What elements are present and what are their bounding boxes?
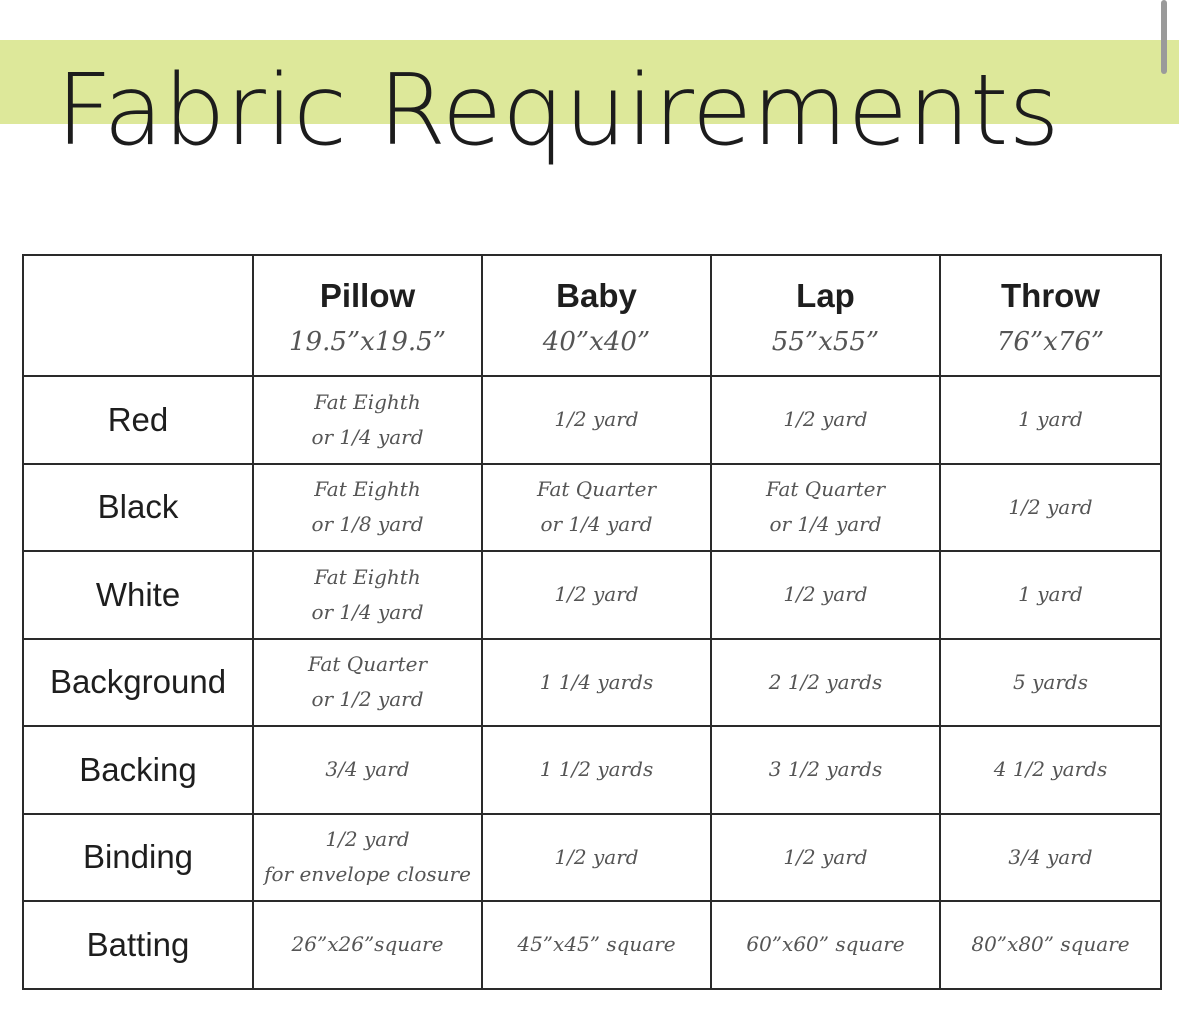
column-size: 40”x40”: [542, 326, 651, 357]
cell-line: or 1/4 yard: [769, 512, 882, 537]
table-cell: [711, 551, 940, 639]
table-cell: [482, 901, 711, 989]
cell-line: 1 1/4 yards: [539, 669, 654, 694]
table-body: [23, 376, 1161, 989]
row-label: Binding: [23, 814, 253, 902]
table-row: [23, 551, 1161, 639]
table-row: [23, 376, 1161, 464]
cell-line: 1/2 yard: [325, 827, 410, 852]
table-cell: [711, 901, 940, 989]
table-cell: [253, 726, 482, 814]
table-row: [23, 639, 1161, 727]
table-cell: [940, 901, 1161, 989]
cell-line: 1/2 yard: [783, 582, 868, 607]
cell-line: 45”x45” square: [517, 932, 676, 957]
table-cell: [482, 551, 711, 639]
column-size: 76”x76”: [996, 326, 1105, 357]
table-row: [23, 901, 1161, 989]
table-cell: [482, 639, 711, 727]
header-empty-cell: [23, 255, 253, 376]
cell-line: Fat Eighth: [314, 564, 421, 589]
table-cell: [711, 726, 940, 814]
column-name: Lap: [796, 276, 855, 314]
cell-line: 4 1/2 yards: [993, 757, 1108, 782]
table-cell: [940, 814, 1161, 902]
column-header-baby: [482, 255, 711, 376]
column-name: Baby: [556, 276, 637, 314]
table-cell: [711, 639, 940, 727]
table-cell: [253, 551, 482, 639]
column-size: 55”x55”: [771, 326, 880, 357]
cell-line: 1/2 yard: [783, 844, 868, 869]
fabric-requirements-table: [22, 254, 1162, 990]
cell-line: or 1/2 yard: [311, 687, 424, 712]
column-size: 19.5”x19.5”: [288, 326, 447, 357]
cell-line: or 1/4 yard: [311, 424, 424, 449]
row-label: Backing: [23, 726, 253, 814]
table-cell: [482, 726, 711, 814]
cell-line: 1/2 yard: [554, 844, 639, 869]
table-cell: [940, 551, 1161, 639]
column-name: Pillow: [319, 276, 416, 314]
table-row: [23, 464, 1161, 552]
cell-line: 1 yard: [1018, 582, 1083, 607]
row-label: Black: [23, 464, 253, 552]
cell-line: or 1/4 yard: [540, 512, 653, 537]
column-header-throw: [940, 255, 1161, 376]
table-cell: [482, 376, 711, 464]
cell-line: or 1/4 yard: [311, 599, 424, 624]
cell-line: Fat Eighth: [314, 389, 421, 414]
cell-line: or 1/8 yard: [311, 512, 424, 537]
column-header-pillow: [253, 255, 482, 376]
row-label: Batting: [23, 901, 253, 989]
cell-line: 26”x26”square: [291, 932, 444, 957]
cell-line: 1/2 yard: [554, 407, 639, 432]
table-cell: [940, 376, 1161, 464]
table-cell: [940, 639, 1161, 727]
table-cell: [711, 464, 940, 552]
cell-line: 80”x80” square: [971, 932, 1130, 957]
cell-line: 1 yard: [1018, 407, 1083, 432]
cell-line: 1/2 yard: [554, 582, 639, 607]
cell-line: 1 1/2 yards: [539, 757, 654, 782]
cell-line: Fat Quarter: [307, 652, 428, 677]
cell-line: Fat Quarter: [536, 477, 657, 502]
table-cell: [940, 464, 1161, 552]
cell-line: 5 yards: [1013, 669, 1088, 694]
table-row: [23, 814, 1161, 902]
table-row: [23, 726, 1161, 814]
table-cell: [711, 814, 940, 902]
cell-line: 3 1/2 yards: [768, 757, 883, 782]
table-cell: [940, 726, 1161, 814]
row-label: Background: [23, 639, 253, 727]
table-cell: [253, 901, 482, 989]
cell-line: 2 1/2 yards: [768, 669, 883, 694]
table-cell: [253, 814, 482, 902]
cell-line: 60”x60” square: [746, 932, 905, 957]
row-label: White: [23, 551, 253, 639]
scroll-indicator[interactable]: [1161, 0, 1167, 74]
table-cell: [253, 376, 482, 464]
cell-line: 1/2 yard: [1008, 494, 1093, 519]
cell-line: 1/2 yard: [783, 407, 868, 432]
title-band: [0, 40, 1179, 168]
table-cell: [482, 464, 711, 552]
column-header-lap: [711, 255, 940, 376]
table-cell: [711, 376, 940, 464]
cell-line: 3/4 yard: [325, 757, 410, 782]
page-title: Fabric Requirements: [56, 54, 1060, 168]
cell-line: 3/4 yard: [1008, 844, 1093, 869]
table-cell: [482, 814, 711, 902]
table-header-row: [23, 255, 1161, 376]
column-name: Throw: [1001, 276, 1100, 314]
table-cell: [253, 464, 482, 552]
cell-line: for envelope closure: [264, 862, 471, 887]
table-cell: [253, 639, 482, 727]
cell-line: Fat Eighth: [314, 477, 421, 502]
cell-line: Fat Quarter: [765, 477, 886, 502]
row-label: Red: [23, 376, 253, 464]
